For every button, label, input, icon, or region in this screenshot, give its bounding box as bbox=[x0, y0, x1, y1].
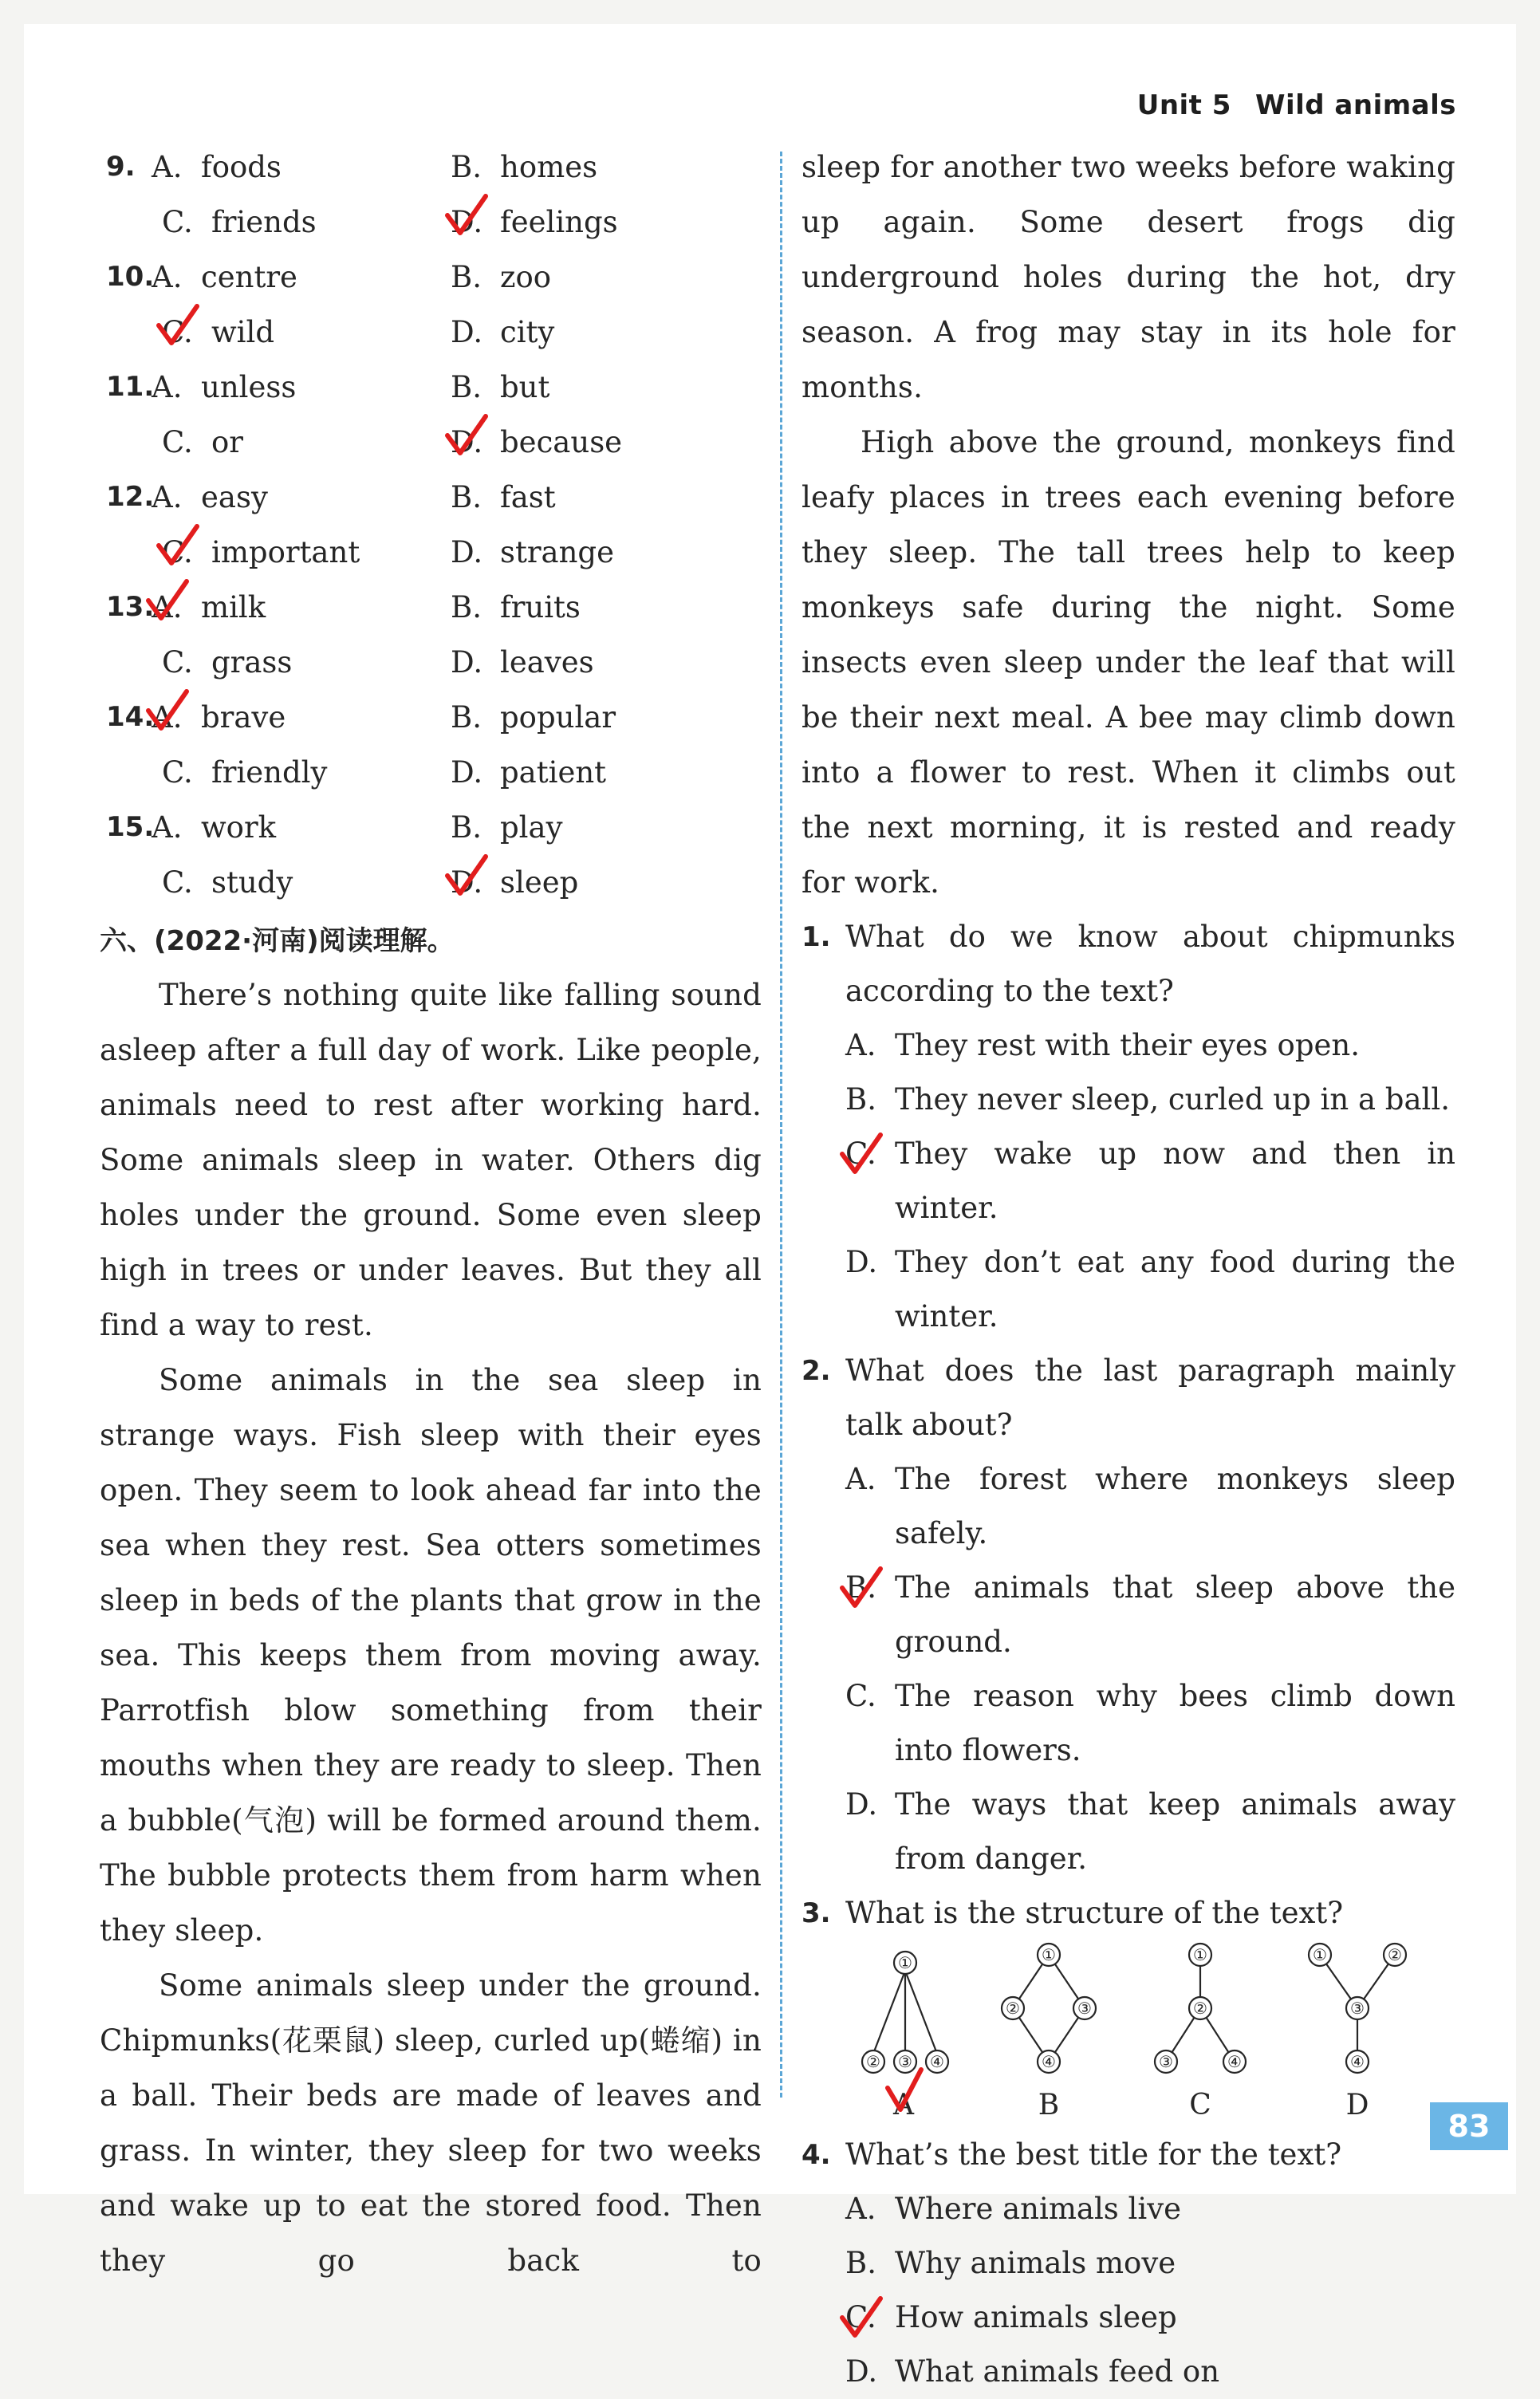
node-label-4: ④ bbox=[930, 2052, 944, 2071]
option-letter: D. bbox=[451, 645, 483, 680]
question-text: What’s the best title for the text? bbox=[845, 2137, 1342, 2172]
cloze-row bbox=[100, 415, 762, 470]
node-label-2: ② bbox=[866, 2052, 880, 2071]
right-column bbox=[802, 140, 1455, 2399]
question-number: 2. bbox=[802, 1355, 831, 1387]
option-a bbox=[152, 140, 282, 195]
option-text: fast bbox=[500, 480, 556, 514]
option-d bbox=[845, 2345, 1455, 2399]
question-number: 11. bbox=[106, 371, 155, 403]
option-letter: A. bbox=[152, 810, 183, 845]
option-letter: A. bbox=[152, 150, 183, 184]
option-letter: A. bbox=[845, 2192, 876, 2226]
node-label-2: ② bbox=[1193, 1999, 1207, 2018]
option-d bbox=[451, 635, 594, 690]
option-letter: D. bbox=[845, 1787, 878, 1822]
option-a bbox=[152, 250, 297, 305]
option-letter: C. bbox=[162, 425, 193, 459]
cloze-options bbox=[100, 140, 762, 910]
option-text: Where animals live bbox=[895, 2192, 1182, 2226]
cloze-row bbox=[100, 525, 762, 580]
section-title: 六、(2022·河南)阅读理解。 bbox=[100, 925, 455, 957]
option-letter: A. bbox=[152, 480, 183, 514]
option-letter: D. bbox=[451, 755, 483, 790]
option-text: friends bbox=[211, 205, 317, 239]
question-1 bbox=[802, 910, 1455, 1344]
option-d bbox=[451, 195, 618, 250]
option-c bbox=[162, 635, 292, 690]
unit-label: Unit 5 bbox=[1136, 89, 1231, 121]
option-a bbox=[152, 360, 296, 415]
option-letter: C. bbox=[162, 535, 193, 569]
option-text: popular bbox=[500, 700, 616, 735]
node-label-1: ① bbox=[1313, 1945, 1327, 1964]
option-text: feelings bbox=[500, 205, 618, 239]
column-divider bbox=[780, 152, 782, 2098]
node-label-3: ③ bbox=[1350, 1999, 1365, 2018]
option-letter: D. bbox=[845, 1245, 878, 1279]
option-b bbox=[451, 580, 581, 635]
question-number: 4. bbox=[802, 2139, 831, 2171]
question-4 bbox=[802, 2128, 1455, 2399]
option-letter: C. bbox=[162, 865, 193, 900]
node-label-3: ③ bbox=[1077, 1999, 1092, 2018]
option-text: friendly bbox=[211, 755, 328, 790]
question-text: What do we know about chipmunks according to the text? bbox=[845, 920, 1455, 1008]
option-text: The ways that keep animals away from danger. bbox=[895, 1787, 1455, 1876]
question-number: 3. bbox=[802, 1897, 831, 1929]
option-a bbox=[845, 2182, 1455, 2236]
option-letter: A. bbox=[152, 370, 183, 404]
cloze-row bbox=[100, 140, 762, 195]
option-letter: B. bbox=[451, 700, 482, 735]
option-b bbox=[845, 1561, 1455, 1669]
node-label-4: ④ bbox=[1227, 2052, 1242, 2071]
question-number: 15. bbox=[106, 811, 155, 843]
left-column bbox=[100, 140, 762, 2288]
option-letter: C. bbox=[845, 2300, 876, 2334]
option-c bbox=[162, 855, 293, 910]
question-text: What does the last paragraph mainly talk about? bbox=[845, 1353, 1455, 1442]
question-3 bbox=[802, 1886, 1455, 2128]
option-text: zoo bbox=[500, 260, 552, 294]
cloze-row bbox=[100, 635, 762, 690]
option-text: centre bbox=[201, 260, 297, 294]
option-text: work bbox=[201, 810, 277, 845]
option-d bbox=[451, 855, 578, 910]
option-text: How animals sleep bbox=[895, 2300, 1177, 2334]
option-text: play bbox=[500, 810, 563, 845]
option-text: They wake up now and then in winter. bbox=[895, 1136, 1455, 1225]
option-letter: B. bbox=[845, 1570, 876, 1605]
unit-title: Wild animals bbox=[1254, 89, 1456, 121]
node-label-3: ③ bbox=[898, 2052, 912, 2071]
option-text: study bbox=[211, 865, 293, 900]
passage-paragraph-4: High above the ground, monkeys find leafy places in trees each evening before they sleep. The tall trees help to keep monkeys safe during the night. Some insects even sleep under the leaf that will be their next meal. A bee may climb down into a flower to rest. When it climbs out the next morning, it is rested and ready for work. bbox=[802, 425, 1455, 900]
node-label-2: ② bbox=[1388, 1945, 1402, 1964]
node-label-3: ③ bbox=[1159, 2052, 1173, 2071]
option-letter: B. bbox=[451, 150, 482, 184]
question-2 bbox=[802, 1344, 1455, 1886]
diagram-c bbox=[1155, 1944, 1246, 2121]
question-number: 9. bbox=[106, 151, 136, 183]
option-a bbox=[152, 580, 266, 635]
option-a bbox=[152, 470, 268, 525]
option-a bbox=[152, 690, 286, 745]
question-number: 10. bbox=[106, 261, 155, 293]
option-text: city bbox=[500, 315, 555, 349]
diagram-b bbox=[1002, 1944, 1096, 2121]
option-text: Why animals move bbox=[895, 2246, 1176, 2280]
option-text: brave bbox=[201, 700, 286, 735]
option-d bbox=[845, 1778, 1455, 1886]
option-b bbox=[845, 1073, 1455, 1127]
option-text: They never sleep, curled up in a ball. bbox=[895, 1082, 1450, 1117]
option-a bbox=[845, 1452, 1455, 1561]
diagram-a bbox=[862, 1952, 948, 2121]
node-label-4: ④ bbox=[1042, 2052, 1056, 2071]
option-letter: C. bbox=[845, 1136, 876, 1171]
diagram-label-c: C bbox=[1189, 2089, 1211, 2121]
option-text: foods bbox=[201, 150, 282, 184]
cloze-row bbox=[100, 250, 762, 305]
option-letter: C. bbox=[162, 205, 193, 239]
option-text: The forest where monkeys sleep safely. bbox=[895, 1462, 1455, 1550]
node-label-1: ① bbox=[898, 1953, 912, 1972]
option-b bbox=[451, 360, 549, 415]
question-text: What is the structure of the text? bbox=[845, 1896, 1344, 1930]
option-d bbox=[451, 305, 554, 360]
option-text: because bbox=[500, 425, 623, 459]
option-letter: B. bbox=[451, 480, 482, 514]
option-letter: D. bbox=[451, 315, 483, 349]
question-number: 13. bbox=[106, 591, 155, 623]
passage-paragraph-3-continued: sleep for another two weeks before waking up again. Some desert frogs dig underground holes during the hot, dry season. A frog may stay in its hole for months. bbox=[802, 150, 1455, 404]
option-b bbox=[451, 690, 616, 745]
option-letter: D. bbox=[451, 535, 483, 569]
option-b bbox=[451, 800, 562, 855]
option-c bbox=[162, 745, 327, 800]
option-text: unless bbox=[201, 370, 297, 404]
option-b bbox=[451, 140, 597, 195]
option-letter: D. bbox=[451, 425, 483, 459]
option-b bbox=[845, 2236, 1455, 2291]
option-text: They don’t eat any food during the winter. bbox=[895, 1245, 1455, 1333]
page-header bbox=[1137, 89, 1456, 121]
option-text: The reason why bees climb down into flowers. bbox=[895, 1679, 1455, 1767]
structure-diagram-set bbox=[817, 1940, 1455, 2128]
diagram-label-b: B bbox=[1038, 2089, 1060, 2121]
option-letter: C. bbox=[845, 1679, 876, 1713]
option-d bbox=[451, 745, 606, 800]
option-letter: B. bbox=[451, 370, 482, 404]
option-c bbox=[845, 2291, 1455, 2345]
option-letter: B. bbox=[845, 1082, 876, 1117]
option-letter: C. bbox=[162, 645, 193, 680]
cloze-row bbox=[100, 745, 762, 800]
cloze-row bbox=[100, 195, 762, 250]
option-c bbox=[845, 1127, 1455, 1235]
option-letter: B. bbox=[451, 810, 482, 845]
option-c bbox=[162, 415, 243, 470]
option-text: important bbox=[211, 535, 360, 569]
question-number: 14. bbox=[106, 701, 155, 733]
option-d bbox=[451, 415, 622, 470]
option-c bbox=[162, 195, 317, 250]
cloze-row bbox=[100, 855, 762, 910]
option-letter: B. bbox=[451, 590, 482, 624]
option-text: fruits bbox=[500, 590, 581, 624]
option-letter: A. bbox=[845, 1028, 876, 1062]
option-text: homes bbox=[500, 150, 598, 184]
option-d bbox=[845, 1235, 1455, 1344]
option-text: patient bbox=[500, 755, 607, 790]
option-a bbox=[845, 1018, 1455, 1073]
option-letter: B. bbox=[845, 2246, 876, 2280]
passage-paragraph-1: There’s nothing quite like falling sound asleep after a full day of work. Like people, animals need to rest after working hard. Some animals sleep in water. Others dig holes under the ground. Some even sleep high in trees or under leaves. But they all find a way to rest. bbox=[100, 978, 762, 1342]
option-letter: A. bbox=[152, 260, 183, 294]
option-b bbox=[451, 470, 556, 525]
option-text: The animals that sleep above the ground. bbox=[895, 1570, 1455, 1659]
option-c bbox=[162, 305, 274, 360]
option-text: or bbox=[211, 425, 243, 459]
option-letter: D. bbox=[451, 865, 483, 900]
option-letter: A. bbox=[152, 700, 183, 735]
cloze-row bbox=[100, 580, 762, 635]
option-b bbox=[451, 250, 551, 305]
option-text: strange bbox=[500, 535, 615, 569]
question-number: 1. bbox=[802, 921, 831, 953]
option-text: sleep bbox=[500, 865, 579, 900]
option-letter: A. bbox=[152, 590, 183, 624]
diagram-label-d: D bbox=[1345, 2089, 1369, 2121]
option-letter: B. bbox=[451, 260, 482, 294]
option-letter: A. bbox=[845, 1462, 876, 1496]
option-letter: D. bbox=[451, 205, 483, 239]
option-text: easy bbox=[201, 480, 268, 514]
option-a bbox=[152, 800, 276, 855]
option-text: wild bbox=[211, 315, 275, 349]
option-d bbox=[451, 525, 614, 580]
option-c bbox=[162, 525, 360, 580]
passage-paragraph-3: Some animals sleep under the ground. Chipmunks(花栗鼠) sleep, curled up(蜷缩) in a ball. Their beds are made of leaves and grass. In winter, they sleep for two weeks and wake up to eat the stored food. Then they go back to bbox=[100, 1968, 762, 2278]
option-letter: C. bbox=[162, 755, 193, 790]
cloze-row bbox=[100, 360, 762, 415]
node-label-1: ① bbox=[1042, 1945, 1056, 1964]
cloze-row bbox=[100, 800, 762, 855]
option-text: grass bbox=[211, 645, 293, 680]
cloze-row bbox=[100, 690, 762, 745]
node-label-1: ① bbox=[1193, 1945, 1207, 1964]
node-label-2: ② bbox=[1006, 1999, 1020, 2018]
structure-diagrams bbox=[817, 1940, 1455, 2128]
option-letter: C. bbox=[162, 315, 193, 349]
option-c bbox=[845, 1669, 1455, 1778]
option-text: What animals feed on bbox=[895, 2354, 1220, 2389]
diagram-label-a: A bbox=[893, 2089, 914, 2121]
node-label-4: ④ bbox=[1350, 2052, 1365, 2071]
diagram-d bbox=[1309, 1944, 1406, 2121]
passage-paragraph-2: Some animals in the sea sleep in strange ways. Fish sleep with their eyes open. They seem to look ahead far into the sea when they rest. Sea otters sometimes sleep in beds of the plants that grow in the sea. This keeps them from moving away. Parrotfish blow something from their mouths when they are ready to sleep. Then a bubble(气泡) will be formed around them. The bubble protects them from harm when they sleep. bbox=[100, 1363, 762, 1948]
cloze-row bbox=[100, 470, 762, 525]
option-letter: D. bbox=[845, 2354, 878, 2389]
option-text: leaves bbox=[500, 645, 594, 680]
question-number: 12. bbox=[106, 481, 155, 513]
option-text: They rest with their eyes open. bbox=[895, 1028, 1361, 1062]
option-text: milk bbox=[201, 590, 266, 624]
option-text: but bbox=[500, 370, 550, 404]
cloze-row bbox=[100, 305, 762, 360]
page-number: 83 bbox=[1430, 2102, 1508, 2150]
